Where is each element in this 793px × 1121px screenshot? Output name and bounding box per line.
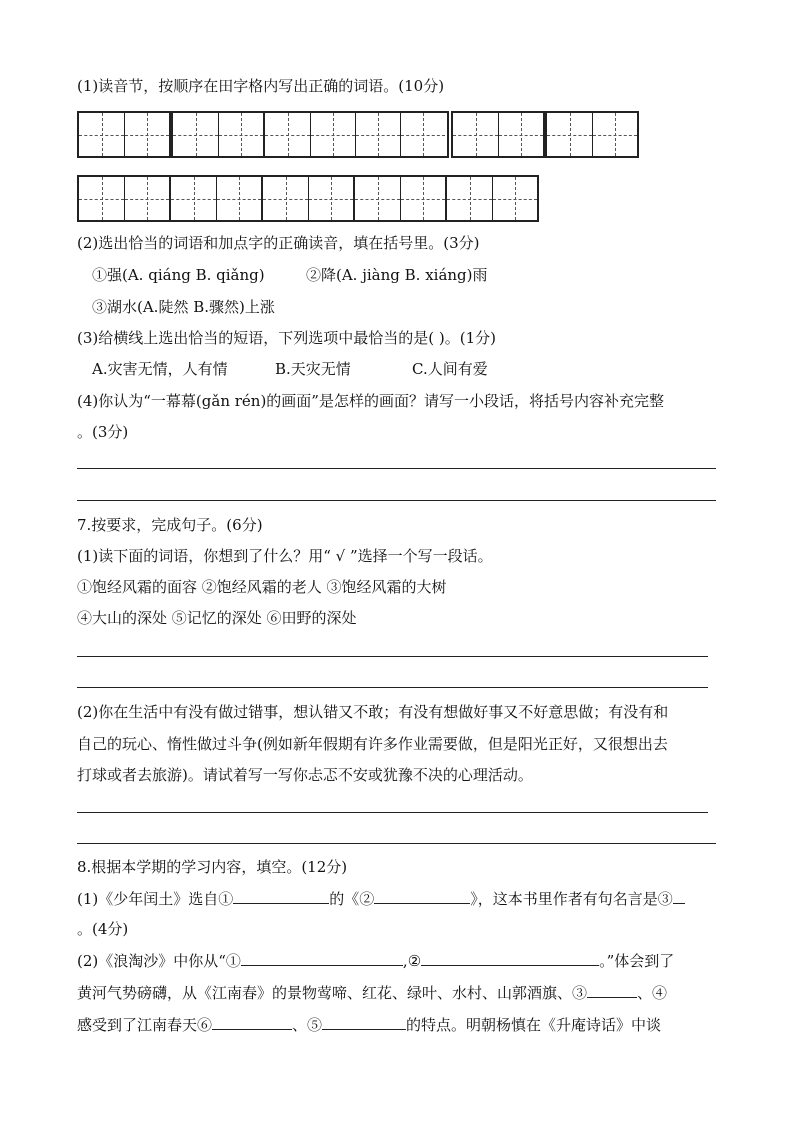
blank-1[interactable] <box>241 950 403 966</box>
q8-part2-text-c: 。”体会到了 <box>599 952 675 970</box>
q7-title: 7.按要求，完成句子。(6分) <box>77 516 263 534</box>
q6-part4-prompt-line1: (4)你认为“一幕幕(gǎn rén)的画面”是怎样的画面？请写一小段话，将括号内容补充完整 <box>77 392 664 410</box>
answer-line[interactable] <box>77 656 708 657</box>
q8-part2-line3 <box>77 1014 661 1035</box>
q7-part2-prompt-line2: 自己的玩心、惰性做过斗争(例如新年假期有许多作业需要做，但是阳光正好，又很想出去 <box>77 735 668 753</box>
tianzige-word-8[interactable] <box>261 175 355 222</box>
q7-part2-prompt-line1: (2)你在生活中有没有做过错事，想认错又不敢；有没有想做好事又不好意思做；有没有和 <box>77 703 669 721</box>
tianzige-word-1[interactable] <box>77 111 171 158</box>
answer-line[interactable] <box>77 500 716 501</box>
tianzige-word-5[interactable] <box>545 111 639 158</box>
blank-4[interactable] <box>212 1014 292 1030</box>
blank-3[interactable] <box>673 888 685 904</box>
tianzige-word-10[interactable] <box>445 175 539 222</box>
tianzige-word-4[interactable] <box>451 111 545 158</box>
answer-line[interactable] <box>77 812 708 813</box>
q8-part1-text-b: 的《② <box>329 890 375 908</box>
tianzige-word-7[interactable] <box>169 175 263 222</box>
q8-part2-line1 <box>77 950 674 971</box>
q6-part4-prompt-line2: 。(3分) <box>77 423 129 441</box>
q6-part3-option-c: C.人间有爱 <box>412 360 488 378</box>
blank-2[interactable] <box>421 950 599 966</box>
q7-part1-prompt: (1)读下面的词语，你想到了什么？用“ √ ”选择一个写一段话。 <box>77 547 493 565</box>
q6-part2-option1: ①强(A. qiáng B. qiǎng) <box>92 266 265 284</box>
blank-2[interactable] <box>374 888 470 904</box>
blank-5[interactable] <box>322 1014 406 1030</box>
blank-3[interactable] <box>587 982 637 998</box>
q6-part3-option-b: B.天灾无情 <box>275 360 351 378</box>
tianzige-word-9[interactable] <box>353 175 447 222</box>
q7-part1-options-row2: ④大山的深处 ⑤记忆的深处 ⑥田野的深处 <box>77 609 357 627</box>
tianzige-word-6[interactable] <box>77 175 171 222</box>
answer-line[interactable] <box>77 687 708 688</box>
q8-part2-line2-text-b: 、④ <box>637 984 668 1002</box>
q8-part1-score: 。(4分) <box>77 920 129 938</box>
answer-line[interactable] <box>77 843 716 844</box>
q8-part2-line2-text-a: 黄河气势磅礴，从《江南春》的景物莺啼、红花、绿叶、水村、山郭酒旗、③ <box>77 984 588 1002</box>
q8-part2-line3-text-b: 、⑤ <box>292 1016 323 1034</box>
q8-part2-line2 <box>77 982 667 1003</box>
q7-part1-options-row1: ①饱经风霜的面容 ②饱经风霜的老人 ③饱经风霜的大树 <box>77 578 447 596</box>
q7-part2-prompt-line3: 打球或者去旅游)。请试着写一写你忐忑不安或犹豫不决的心理活动。 <box>77 766 533 784</box>
answer-line[interactable] <box>77 468 716 469</box>
q6-part1-prompt: (1)读音节，按顺序在田字格内写出正确的词语。(10分) <box>77 77 445 95</box>
q8-part2-text-b: ,② <box>402 952 422 970</box>
q8-part2-line3-text-c: 的特点。明朝杨慎在《升庵诗话》中谈 <box>406 1016 662 1034</box>
q8-part1-text-a: (1)《少年闰土》选自① <box>77 890 234 908</box>
q6-part2-prompt: (2)选出恰当的词语和加点字的正确读音，填在括号里。(3分) <box>77 234 480 252</box>
tianzige-word-3[interactable] <box>263 111 449 158</box>
q6-part3-prompt: (3)给横线上选出恰当的短语，下列选项中最恰当的是( )。(1分) <box>77 329 496 347</box>
q8-title: 8.根据本学期的学习内容，填空。(12分) <box>77 858 348 876</box>
q6-part3-option-a: A.灾害无情，人有情 <box>92 360 228 378</box>
q8-part2-line3-text-a: 感受到了江南春天⑥ <box>77 1016 213 1034</box>
tianzige-word-2[interactable] <box>171 111 265 158</box>
q8-part2-text-a: (2)《浪淘沙》中你从“① <box>77 952 241 970</box>
q6-part2-option2: ②降(A. jiàng B. xiáng)雨 <box>306 266 488 284</box>
blank-1[interactable] <box>233 888 329 904</box>
q8-part1-text-c: 》，这本书里作者有句名言是③ <box>470 890 673 908</box>
q6-part2-option3: ③湖水(A.陡然 B.骤然)上涨 <box>92 298 275 316</box>
q8-part1-line1 <box>77 888 685 909</box>
